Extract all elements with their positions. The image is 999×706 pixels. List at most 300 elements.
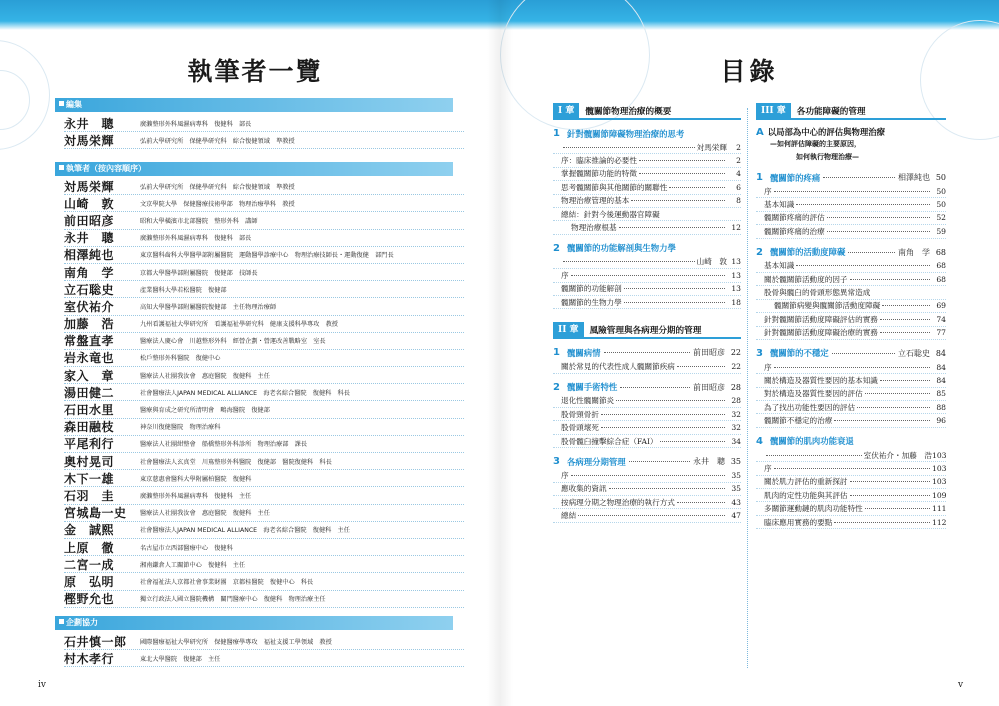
entry-author: 対馬栄輝 — [696, 142, 727, 152]
author-name: 宮城島一史 — [64, 506, 127, 521]
entry-title: 股骨頭壞死 — [561, 423, 599, 433]
toc-entry — [553, 283, 741, 296]
author-affiliation: 社會醫療法人JAPAN MEDICAL ALLIANCE 海老名綜合醫院 復健科 科長 — [140, 389, 350, 397]
author-affiliation: 社會醫療法人玄真堂 川嶌整形外科醫院 復健部 醫院復健科 科長 — [140, 458, 332, 466]
toc-entry — [756, 388, 946, 401]
entry-page: 8 — [736, 196, 741, 206]
entry-page: 43 — [731, 497, 741, 507]
author-affiliation: 獨立行政法人國立醫院機構 關門醫療中心 復健科 物理治療主任 — [140, 596, 326, 604]
entry-title: 物理治療管理的基本 — [561, 196, 630, 206]
author-affiliation: 昭和大學橫濱市北部醫院 整形外科 講師 — [140, 217, 258, 225]
chapter-spacer — [553, 309, 741, 323]
chapter-number: II 章 — [553, 322, 584, 338]
entry-title: 思考髖關節與其他關節的關聯性 — [561, 182, 668, 192]
section-page: 50 — [935, 173, 946, 182]
toc-column-right — [756, 104, 946, 529]
author-affiliation: 廣瀨整形外科風濕病專科 復健科 部長 — [140, 235, 252, 243]
author-affiliation: 文京學院大學 保健醫療技術學部 物理治療學科 教授 — [140, 200, 295, 208]
author-name: 永井 聰 — [64, 116, 115, 131]
toc-entry — [756, 361, 946, 374]
entry-page: 32 — [731, 423, 741, 433]
section-page: 68 — [935, 247, 946, 257]
author-row — [64, 401, 464, 418]
section-heading — [553, 454, 741, 469]
author-name: 山崎 敦 — [64, 196, 115, 211]
dot-leader — [563, 147, 695, 148]
author-row — [64, 212, 464, 229]
dot-leader — [624, 288, 725, 289]
dot-leader — [827, 217, 930, 218]
author-row — [64, 436, 464, 453]
toc-column-left — [553, 104, 741, 523]
entry-page: 85 — [936, 389, 946, 399]
entry-title: 序 — [764, 463, 772, 473]
toc-entry — [756, 185, 946, 198]
author-row — [64, 633, 464, 650]
dot-leader — [880, 319, 930, 320]
entry-title: 序 — [764, 362, 772, 372]
dot-leader — [774, 468, 930, 469]
author-affiliation: 高知大學醫學部附屬醫院復健部 主任物理治療師 — [140, 303, 277, 311]
dot-leader — [677, 366, 725, 367]
page-title: 執筆者一覽 — [187, 57, 323, 86]
entry-title: 股骨頸骨折 — [561, 409, 599, 419]
author-name: 樫野允也 — [64, 592, 115, 607]
entry-title: 序 — [561, 470, 569, 480]
author-affiliation: 東北大學醫院 復健部 主任 — [140, 655, 221, 663]
page-number: iv — [38, 680, 46, 690]
part-subtitle: —如何評估障礙的主要原因， — [770, 140, 861, 148]
dot-leader — [609, 488, 725, 489]
toc-entry — [553, 269, 741, 282]
dot-leader — [571, 475, 725, 476]
toc-entry — [756, 260, 946, 273]
author-affiliation: 京都大學醫學部附屬醫院 復健部 技師長 — [140, 269, 258, 277]
author-affiliation: 九州看護福祉大學研究所 看護福祉學研究科 健康支援科學專攻 教授 — [140, 321, 338, 329]
dot-leader — [865, 393, 930, 394]
author-name: 前田昭彦 — [64, 213, 115, 228]
section-header-writers: 執筆者（按內容順序） — [55, 162, 453, 176]
dot-leader — [563, 261, 695, 262]
author-name: 岩永竜也 — [64, 351, 115, 366]
entry-page: 34 — [731, 436, 741, 446]
entry-page: 35 — [731, 484, 741, 494]
entry-page: 112 — [932, 517, 947, 527]
section-number: 3 — [756, 347, 763, 359]
author-name: 石田水里 — [64, 403, 115, 418]
entry-author: 室伏祐介・加藤 浩 — [863, 450, 932, 460]
entry-page: 47 — [731, 511, 741, 521]
author-name: 対馬栄輝 — [64, 133, 115, 148]
author-row — [64, 195, 464, 212]
part-subtitle: 如何執行物理治療— — [796, 153, 859, 161]
entry-title: 髖關節疼痛的評估 — [764, 213, 825, 223]
author-row — [64, 539, 464, 556]
author-row — [64, 470, 464, 487]
table-of-contents-page — [500, 0, 999, 706]
author-affiliation: 東京慈惠會醫科大學附屬柏醫院 復健科 — [140, 475, 252, 483]
entry-title: 關於常見的代表性成人髖關節疾病 — [561, 361, 675, 371]
toc-entry — [756, 374, 946, 387]
toc-entry — [756, 449, 946, 462]
entry-page: 22 — [731, 361, 741, 371]
author-name: 家入 章 — [64, 368, 115, 383]
entry-author: 山崎 敦 — [696, 257, 727, 267]
entry-page: 88 — [936, 402, 946, 412]
section-title: 髖關節的肌肉功能衰退 — [770, 436, 854, 447]
dot-leader — [880, 332, 930, 333]
author-name: 木下一雄 — [64, 471, 115, 486]
dot-leader — [865, 508, 930, 509]
toc-entry — [756, 401, 946, 414]
section-heading — [756, 170, 946, 185]
author-row — [64, 419, 464, 436]
dot-leader — [823, 177, 895, 178]
author-row — [64, 264, 464, 281]
author-affiliation: 神奈川復健醫院 物理治療科 — [140, 424, 221, 432]
entry-page: 32 — [731, 409, 741, 419]
toc-entry — [553, 395, 741, 408]
author-name: 村木孝行 — [64, 651, 115, 666]
author-name: 相澤純也 — [64, 248, 115, 263]
entry-page: 68 — [936, 261, 946, 271]
author-row — [64, 367, 464, 384]
author-affiliation: 松戶整形外科醫院 復健中心 — [140, 355, 221, 363]
dot-leader — [601, 427, 725, 428]
toc-entry — [553, 496, 741, 509]
author-row — [64, 522, 464, 539]
section-title: 髖關病情 — [567, 347, 601, 358]
entry-page: 84 — [936, 362, 946, 372]
entry-page: 2 — [736, 142, 741, 152]
author-affiliation: 醫療法人慶心會 川越整形外科 經營企劃・營運改善戰略室 室長 — [140, 338, 326, 346]
author-row — [64, 298, 464, 315]
dot-leader — [601, 414, 725, 415]
author-name: 石羽 圭 — [64, 488, 115, 503]
entry-title: 基本知識 — [764, 200, 795, 210]
toc-entry — [756, 476, 946, 489]
toc-entry — [553, 483, 741, 496]
author-affiliation: 東京醫科齒科大學醫學部附屬醫院 運動醫學診療中心 物理治療技師長・運動復健 部門長 — [140, 252, 394, 260]
author-row — [64, 650, 464, 667]
toc-entry — [756, 516, 946, 529]
entry-title: 髖關節的功能解剖 — [561, 284, 622, 294]
part-heading — [756, 126, 946, 138]
toc-entry — [553, 435, 741, 448]
entry-title: 股骨與髖臼的骨頭形態異常造成 — [764, 288, 871, 298]
square-bullet-icon — [59, 101, 64, 106]
section-title: 針對髖關節障礙物理治療的思考 — [567, 128, 685, 139]
section-heading — [553, 126, 741, 141]
dot-leader — [827, 231, 930, 232]
toc-entry — [553, 168, 741, 181]
entry-title: 序：臨床推論的必要性 — [561, 156, 637, 166]
section-heading — [756, 245, 946, 260]
contributors-page — [0, 0, 490, 706]
dot-leader — [796, 204, 930, 205]
section-heading — [553, 380, 741, 395]
dot-leader — [669, 187, 725, 188]
section-author: 前田昭彦 — [693, 382, 725, 392]
author-affiliation: 名古屋市立西部醫療中心 復健科 — [140, 544, 233, 552]
dot-leader — [677, 502, 725, 503]
dot-leader — [774, 191, 930, 192]
section-number: 3 — [553, 456, 560, 468]
entry-page: 28 — [731, 396, 741, 406]
section-title: 髖關節的活動度障礙 — [770, 247, 846, 258]
dot-leader — [774, 367, 930, 368]
entry-page: 4 — [736, 169, 741, 179]
author-affiliation: 社會福祉法人京都社會事業財團 京都桂醫院 復健中心 科長 — [140, 578, 314, 586]
toc-entry — [553, 408, 741, 421]
dot-leader — [604, 352, 691, 353]
entry-title: 關於髖關節活動度的因子 — [764, 274, 848, 284]
section-heading — [553, 241, 741, 256]
entry-title: 物理治療根基 — [571, 223, 617, 233]
section-author: 永井 聰 — [693, 457, 725, 467]
section-author: 相澤純也 — [898, 173, 930, 182]
chapter-title: 髖關節物理治療的概要 — [585, 107, 672, 117]
toc-entry — [553, 469, 741, 482]
dot-leader — [850, 279, 930, 280]
section-number: 1 — [756, 172, 763, 183]
entry-page: 59 — [936, 226, 946, 236]
toc-entry — [756, 489, 946, 502]
chapter-header — [553, 323, 741, 339]
entry-page: 103 — [932, 463, 947, 473]
entry-title: 多關節運動鏈的肌肉功能特性 — [764, 504, 863, 514]
entry-page: 6 — [736, 182, 741, 192]
section-number: 4 — [756, 435, 763, 447]
square-bullet-icon — [59, 619, 64, 624]
dot-leader — [766, 455, 862, 456]
dot-leader — [631, 200, 725, 201]
section-number: 2 — [553, 381, 560, 393]
section-author: 立石聡史 — [898, 348, 930, 358]
dot-leader — [834, 522, 930, 523]
toc-entry — [756, 462, 946, 475]
dot-leader — [880, 380, 930, 381]
author-name: 石井慎一郎 — [64, 634, 127, 649]
author-name: 立石聡史 — [64, 282, 115, 297]
toc-entry — [756, 212, 946, 225]
author-name: 原 弘明 — [64, 574, 115, 589]
author-name: 金 誠熙 — [64, 523, 115, 538]
entry-title: 髖關節疼痛的治療 — [764, 226, 825, 236]
entry-page: 68 — [936, 274, 946, 284]
author-row — [64, 132, 464, 149]
square-bullet-icon — [59, 165, 64, 170]
section-header-editors: 編集 — [55, 98, 453, 112]
dot-leader — [629, 461, 690, 462]
author-row — [64, 350, 464, 367]
section-title: 髖關節的不穩定 — [770, 348, 829, 359]
toc-entry — [553, 360, 741, 373]
author-row — [64, 573, 464, 590]
toc-entry — [756, 273, 946, 286]
author-row — [64, 316, 464, 333]
author-row — [64, 115, 464, 132]
dot-leader — [850, 481, 930, 482]
part-title: 以局部為中心的評估與物理治療 — [767, 127, 885, 137]
entry-page: 74 — [936, 314, 946, 324]
section-page: 22 — [730, 348, 741, 358]
author-row — [64, 556, 464, 573]
author-name: 上原 徹 — [64, 540, 115, 555]
toc-entry — [553, 154, 741, 167]
entry-title: 序 — [764, 186, 772, 196]
toc-entry — [756, 225, 946, 238]
toc-entry — [553, 296, 741, 309]
author-affiliation: 廣瀨整形外科風濕病專科 復健科 主任 — [140, 492, 252, 500]
page-number: v — [958, 680, 964, 690]
author-name: 森田融枝 — [64, 420, 115, 435]
chapter-number: III 章 — [756, 103, 791, 119]
section-page: 35 — [730, 457, 741, 467]
entry-page: 103 — [932, 477, 947, 487]
author-row — [64, 505, 464, 522]
entry-title: 臨床應用實務的要點 — [764, 517, 833, 527]
toc-entry — [553, 208, 741, 221]
section-number: 1 — [553, 347, 560, 359]
entry-page: 96 — [936, 416, 946, 426]
author-name: 対馬栄輝 — [64, 179, 115, 194]
section-number: 2 — [756, 246, 763, 258]
writers-list — [64, 178, 464, 608]
entry-page: 35 — [731, 470, 741, 480]
section-page: 84 — [935, 348, 946, 358]
entry-title: 按病理分期之物理治療的執行方式 — [561, 497, 675, 507]
author-affiliation: 廣瀨整形外科風濕病專科 復健科 部長 — [140, 120, 252, 128]
dot-leader — [578, 515, 725, 516]
author-name: 加藤 浩 — [64, 317, 115, 332]
dot-leader — [571, 275, 725, 276]
toc-entry — [756, 313, 946, 326]
entry-page: 13 — [731, 257, 741, 267]
toc-entry — [553, 221, 741, 234]
author-name: 永井 聰 — [64, 231, 115, 246]
section-number: 1 — [553, 128, 560, 139]
entry-page: 13 — [731, 284, 741, 294]
entry-title: 對於構造及器質性要因的評估 — [764, 389, 863, 399]
dot-leader — [639, 160, 725, 161]
dot-leader — [832, 353, 895, 354]
entry-title: 掌握髖關節功能的特徵 — [561, 169, 637, 179]
section-header-planning: 企劃協力 — [55, 616, 453, 630]
toc-entry — [756, 414, 946, 427]
entry-page: 103 — [932, 450, 947, 460]
author-affiliation: 弘前大學研究所 保健學研究科 綜合復健領域 準教授 — [140, 137, 295, 145]
entry-title: 關於構造及器質性要因的基本知識 — [764, 375, 878, 385]
entry-title: 針對髖關節活動度障礙治療的實務 — [764, 328, 878, 338]
author-affiliation: 弘前大學研究所 保健學研究科 綜合復健領域 準教授 — [140, 183, 295, 191]
dot-leader — [850, 495, 930, 496]
section-title: 髖關手術特性 — [567, 382, 618, 393]
author-name: 湯田健二 — [64, 385, 115, 400]
author-affiliation: 產業醫科大學若松醫院 復健部 — [140, 286, 227, 294]
dot-leader — [619, 227, 725, 228]
section-title: 髖關節的疼痛 — [770, 172, 821, 183]
dot-leader — [857, 407, 930, 408]
toc-entry — [553, 141, 741, 154]
page-title: 目錄 — [720, 57, 779, 86]
author-row — [64, 281, 464, 298]
entry-title: 應收集的資訊 — [561, 484, 607, 494]
chapter-header — [553, 104, 741, 120]
dot-leader — [872, 292, 930, 293]
dot-leader — [639, 173, 725, 174]
section-heading — [756, 346, 946, 361]
dot-leader — [882, 305, 930, 306]
entry-page: 50 — [936, 200, 946, 210]
entry-page: 13 — [731, 270, 741, 280]
author-affiliation: 湘南鎌倉人工關節中心 復健科 主任 — [140, 561, 246, 569]
section-heading — [756, 434, 946, 449]
dot-leader — [848, 252, 895, 253]
entry-page: 111 — [932, 504, 947, 514]
author-name: 常盤直孝 — [64, 334, 115, 349]
author-affiliation: 醫療法人社團紺整會 船橋整形外科診所 物理治療部 課長 — [140, 441, 308, 449]
entry-title: 關於肌力評估的重新探討 — [764, 477, 848, 487]
dot-leader — [624, 302, 725, 303]
chapter-title: 各功能障礙的管理 — [796, 107, 866, 117]
entry-title: 序 — [561, 270, 569, 280]
toc-entry — [553, 256, 741, 269]
author-name: 平尾利行 — [64, 437, 115, 452]
toc-entry — [756, 300, 946, 313]
author-row — [64, 247, 464, 264]
entry-page: 84 — [936, 375, 946, 385]
dot-leader — [796, 265, 930, 266]
author-name: 二宮一成 — [64, 557, 115, 572]
planning-list — [64, 633, 464, 667]
section-page: 28 — [730, 382, 741, 392]
chapter-number: I 章 — [553, 103, 579, 119]
dot-leader — [616, 400, 725, 401]
author-affiliation: 醫療法人社團我汝會 惠庭醫院 復健科 主任 — [140, 372, 270, 380]
author-row — [64, 453, 464, 470]
entry-page: 69 — [936, 301, 946, 311]
editors-list — [64, 115, 464, 149]
entry-page: 50 — [936, 186, 946, 196]
toc-entry — [553, 181, 741, 194]
dot-leader — [620, 387, 690, 388]
section-number: 2 — [553, 242, 560, 254]
toc-entry — [553, 195, 741, 208]
author-row — [64, 333, 464, 350]
author-row — [64, 230, 464, 247]
author-name: 奥村晃司 — [64, 454, 115, 469]
author-row — [64, 178, 464, 195]
part-letter: A — [756, 127, 764, 138]
section-heading — [553, 345, 741, 360]
author-row — [64, 384, 464, 401]
entry-title: 為了找出功能性要因的評估 — [764, 402, 856, 412]
entry-page: 52 — [936, 213, 946, 223]
entry-title: 股骨髖臼撞擊綜合症（FAI） — [561, 436, 658, 446]
entry-title: 髖關節的生物力學 — [561, 297, 622, 307]
entry-title: 針對髖關節活動度障礙評估的實務 — [764, 314, 878, 324]
toc-entry — [756, 327, 946, 340]
toc-entry — [756, 286, 946, 299]
column-divider — [747, 108, 748, 668]
toc-entry — [756, 198, 946, 211]
author-affiliation: 醫療與育成之研究所清明會 鴫海醫院 復健部 — [140, 407, 270, 415]
entry-page: 12 — [731, 223, 741, 233]
entry-page: 18 — [731, 297, 741, 307]
author-row — [64, 487, 464, 504]
author-name: 南角 学 — [64, 265, 115, 280]
